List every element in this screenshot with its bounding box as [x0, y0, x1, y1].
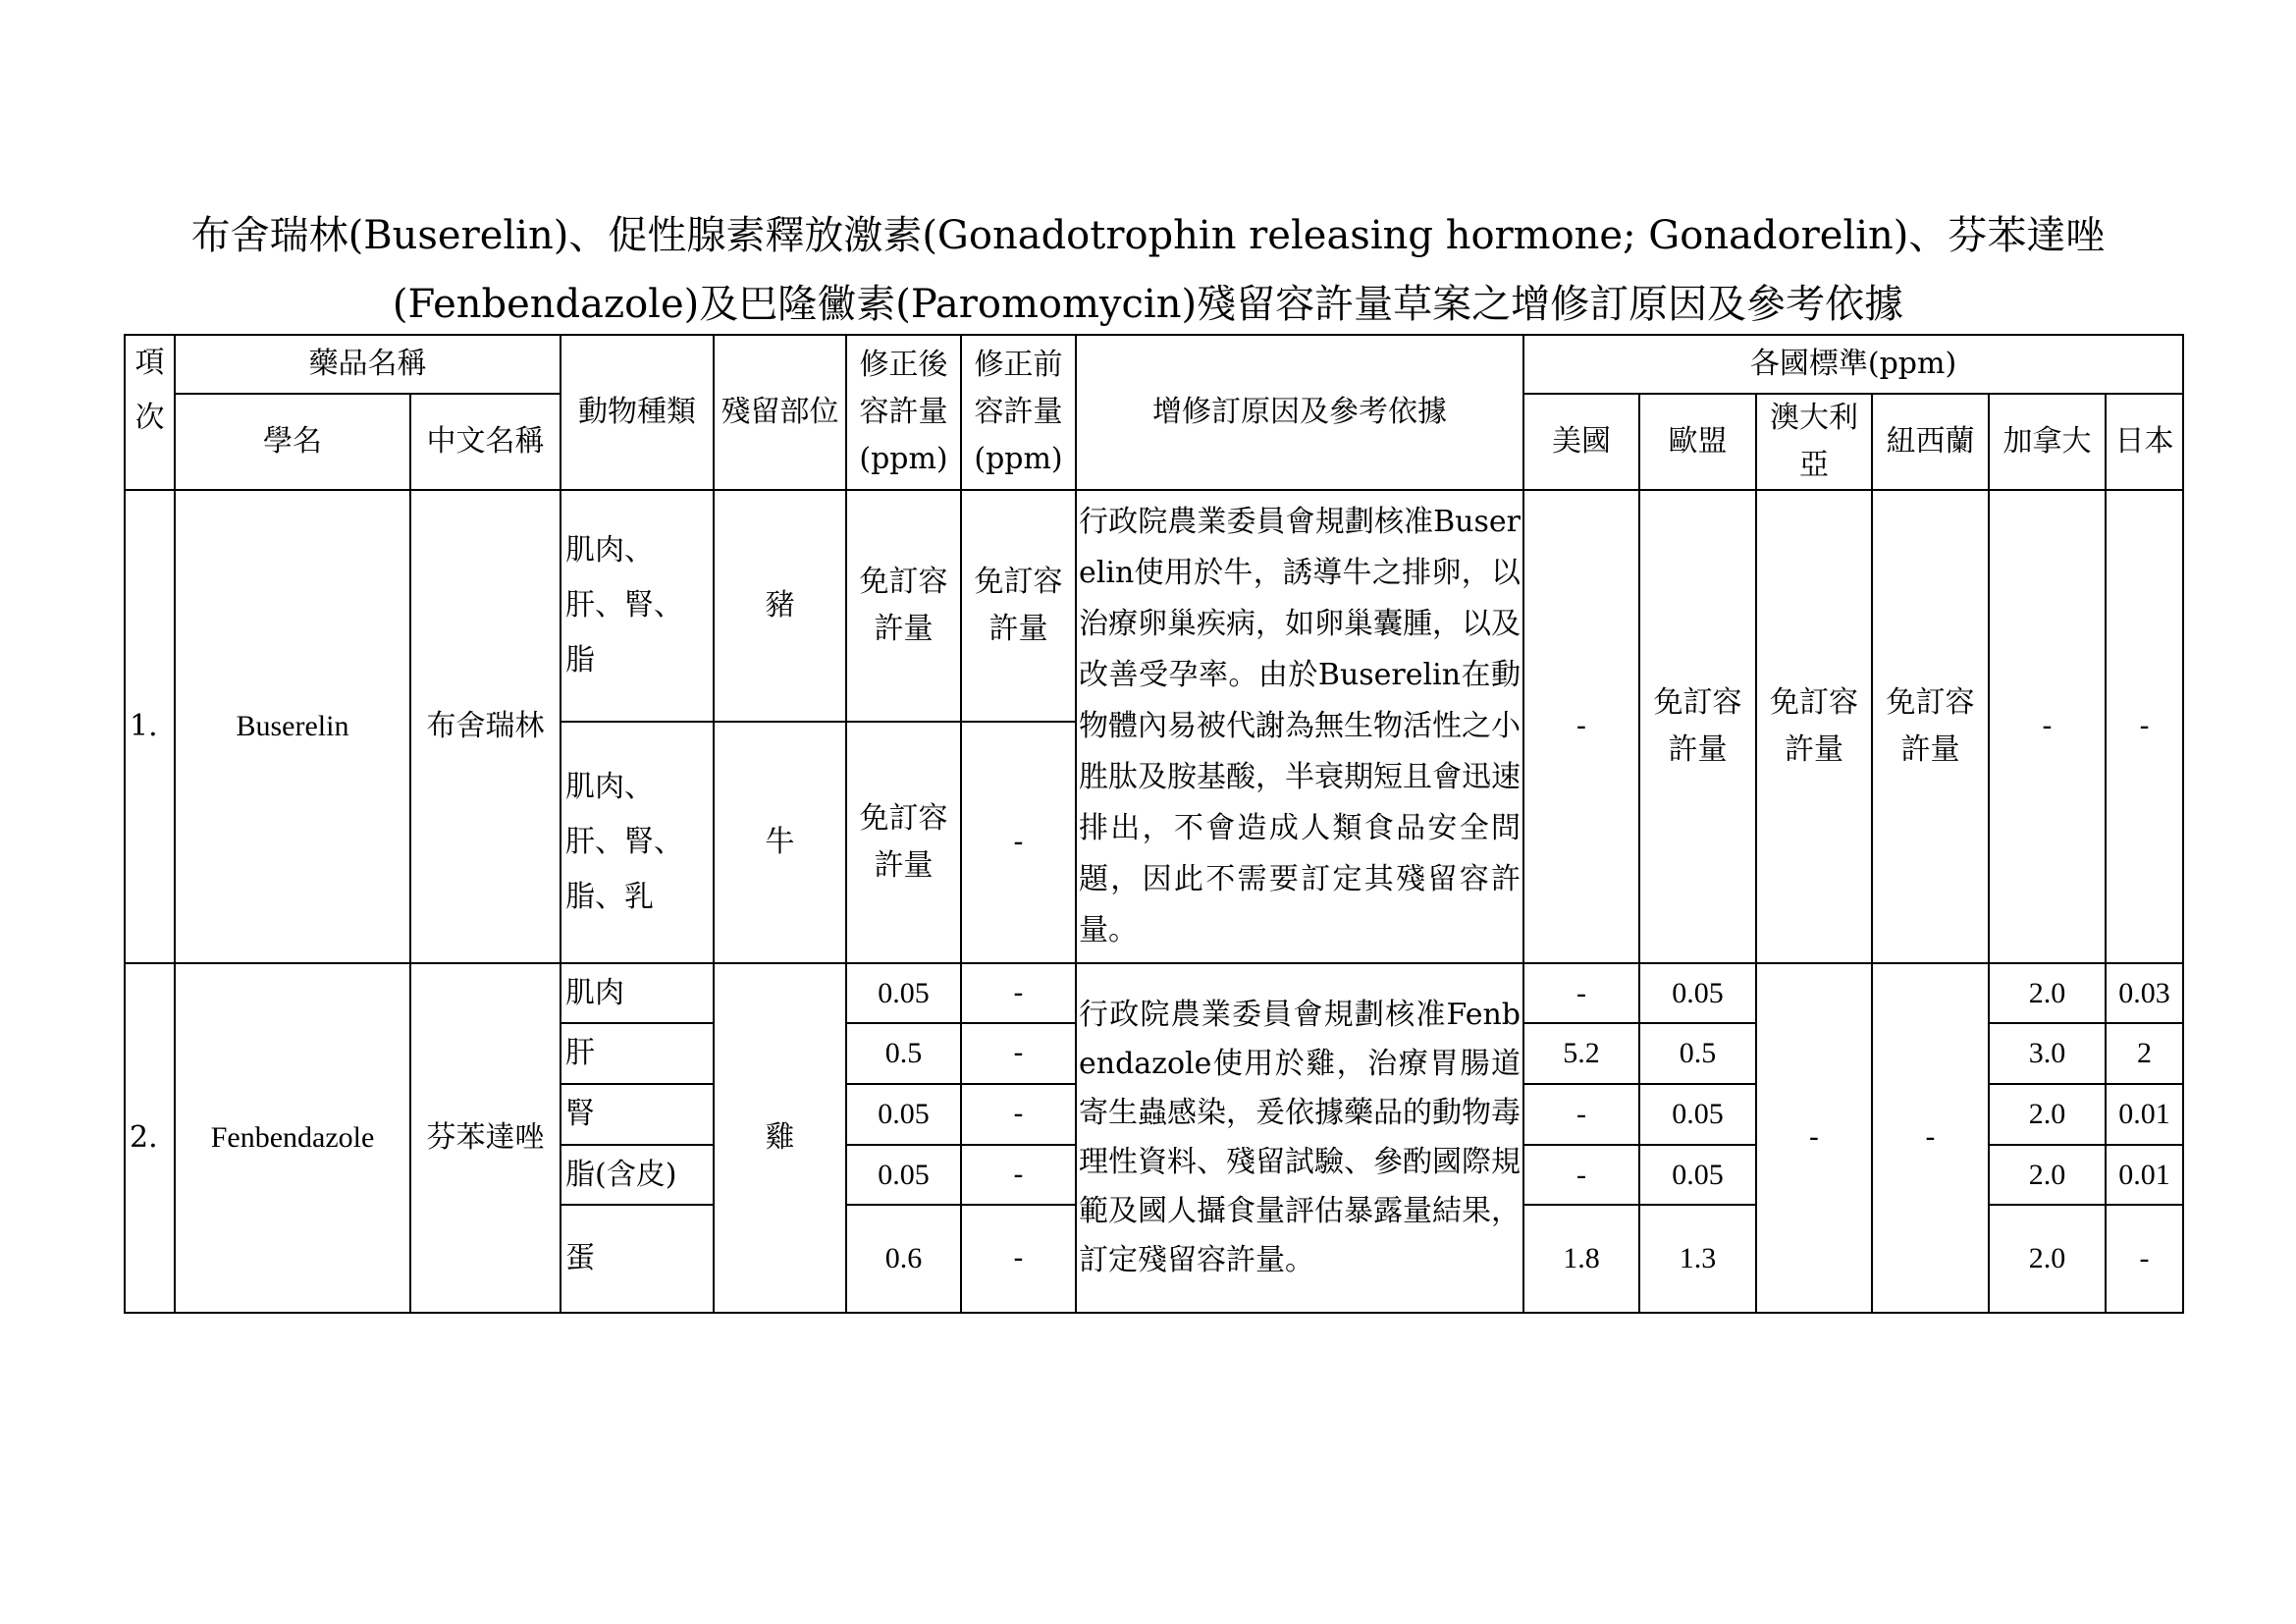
new-mrl: 免訂容許量 — [846, 722, 961, 963]
std-eu: 免訂容許量 — [1639, 490, 1756, 963]
chinese-name: 布舍瑞林 — [410, 490, 561, 963]
std-eu: 0.5 — [1639, 1023, 1756, 1084]
document-title-line-1: 布舍瑞林(Buserelin)、促性腺素釋放激素(Gonadotrophin releasing hormone; Gonadorelin)、芬苯達唑 — [190, 213, 2106, 258]
header-chinese-name: 中文名稱 — [410, 394, 561, 490]
header-country-eu: 歐盟 — [1639, 394, 1756, 490]
std-jp: - — [2106, 490, 2183, 963]
std-eu: 0.05 — [1639, 1084, 1756, 1145]
std-ca: 3.0 — [1989, 1023, 2106, 1084]
new-mrl: 0.05 — [846, 1145, 961, 1205]
mrl-table — [124, 334, 2184, 1314]
std-us: - — [1523, 490, 1639, 963]
animal-tissue: 肝 — [561, 1023, 714, 1084]
std-nz: - — [1872, 963, 1989, 1313]
std-jp: - — [2106, 1205, 2183, 1313]
table-row — [125, 963, 2183, 1023]
scientific-name: Buserelin — [175, 490, 410, 963]
item-number: 1. — [125, 490, 175, 963]
species: 牛 — [714, 722, 846, 963]
old-mrl: 免訂容許量 — [961, 490, 1076, 722]
old-mrl: - — [961, 963, 1076, 1023]
header-reason: 增修訂原因及參考依據 — [1076, 335, 1523, 490]
header-country-us: 美國 — [1523, 394, 1639, 490]
old-mrl: - — [961, 1145, 1076, 1205]
new-mrl: 0.5 — [846, 1023, 961, 1084]
old-mrl: - — [961, 1205, 1076, 1313]
std-ca: 2.0 — [1989, 1145, 2106, 1205]
std-jp: 0.01 — [2106, 1145, 2183, 1205]
new-mrl: 0.05 — [846, 963, 961, 1023]
animal-tissue: 肌肉、肝、腎、脂、乳 — [561, 722, 714, 963]
std-ca: - — [1989, 490, 2106, 963]
header-country-ca: 加拿大 — [1989, 394, 2106, 490]
std-eu: 1.3 — [1639, 1205, 1756, 1313]
std-nz: 免訂容許量 — [1872, 490, 1989, 963]
std-eu: 0.05 — [1639, 963, 1756, 1023]
std-us: - — [1523, 1145, 1639, 1205]
std-us: 1.8 — [1523, 1205, 1639, 1313]
std-au: - — [1756, 963, 1872, 1313]
species: 豬 — [714, 490, 846, 722]
item-number: 2. — [125, 963, 175, 1313]
std-jp: 2 — [2106, 1023, 2183, 1084]
chinese-name: 芬苯達唑 — [410, 963, 561, 1313]
header-row-1 — [125, 335, 2183, 394]
species: 雞 — [714, 963, 846, 1313]
std-us: - — [1523, 1084, 1639, 1145]
animal-tissue: 蛋 — [561, 1205, 714, 1313]
std-au: 免訂容許量 — [1756, 490, 1872, 963]
old-mrl: - — [961, 1023, 1076, 1084]
header-residue-site: 殘留部位 — [714, 335, 846, 490]
document-title-line-2: (Fenbendazole)及巴隆黴素(Paromomycin)殘留容許量草案之增修訂原因及參考依據 — [392, 282, 1904, 327]
reason-text: 行政院農業委員會規劃核准Fenbendazole使用於雞，治療胃腸道寄生蟲感染，爰依據藥品的動物毒理性資料、殘留試驗、參酌國際規範及國人攝食量評估暴露量結果，訂定殘留容許量。 — [1076, 963, 1523, 1313]
std-ca: 2.0 — [1989, 1205, 2106, 1313]
std-jp: 0.01 — [2106, 1084, 2183, 1145]
header-scientific-name: 學名 — [175, 394, 410, 490]
animal-tissue: 肌肉、肝、腎、脂 — [561, 490, 714, 722]
new-mrl: 0.6 — [846, 1205, 961, 1313]
header-old-mrl: 修正前容許量(ppm) — [961, 335, 1076, 490]
header-country-au: 澳大利亞 — [1756, 394, 1872, 490]
std-jp: 0.03 — [2106, 963, 2183, 1023]
animal-tissue: 腎 — [561, 1084, 714, 1145]
animal-tissue: 脂(含皮) — [561, 1145, 714, 1205]
header-item-no: 項次 — [125, 335, 175, 490]
new-mrl: 免訂容許量 — [846, 490, 961, 722]
scientific-name: Fenbendazole — [175, 963, 410, 1313]
std-eu: 0.05 — [1639, 1145, 1756, 1205]
header-new-mrl: 修正後容許量(ppm) — [846, 335, 961, 490]
old-mrl: - — [961, 722, 1076, 963]
header-country-nz: 紐西蘭 — [1872, 394, 1989, 490]
std-us: 5.2 — [1523, 1023, 1639, 1084]
animal-tissue: 肌肉 — [561, 963, 714, 1023]
std-ca: 2.0 — [1989, 1084, 2106, 1145]
reason-text: 行政院農業委員會規劃核准Buserelin使用於牛，誘導牛之排卵，以治療卵巢疾病，如卵巢囊腫，以及改善受孕率。由於Buserelin在動物體內易被代謝為無生物活性之小胜肽及胺基酸，半衰期短且會迅速排出，不會造成人類食品安全問題，因此不需要訂定其殘留容許量。 — [1076, 490, 1523, 963]
table-row — [125, 490, 2183, 722]
std-us: - — [1523, 963, 1639, 1023]
header-intl-standards: 各國標準(ppm) — [1523, 335, 2183, 394]
header-country-jp: 日本 — [2106, 394, 2183, 490]
old-mrl: - — [961, 1084, 1076, 1145]
std-ca: 2.0 — [1989, 963, 2106, 1023]
new-mrl: 0.05 — [846, 1084, 961, 1145]
header-animal-species: 動物種類 — [561, 335, 714, 490]
header-drug-name: 藥品名稱 — [175, 335, 561, 394]
